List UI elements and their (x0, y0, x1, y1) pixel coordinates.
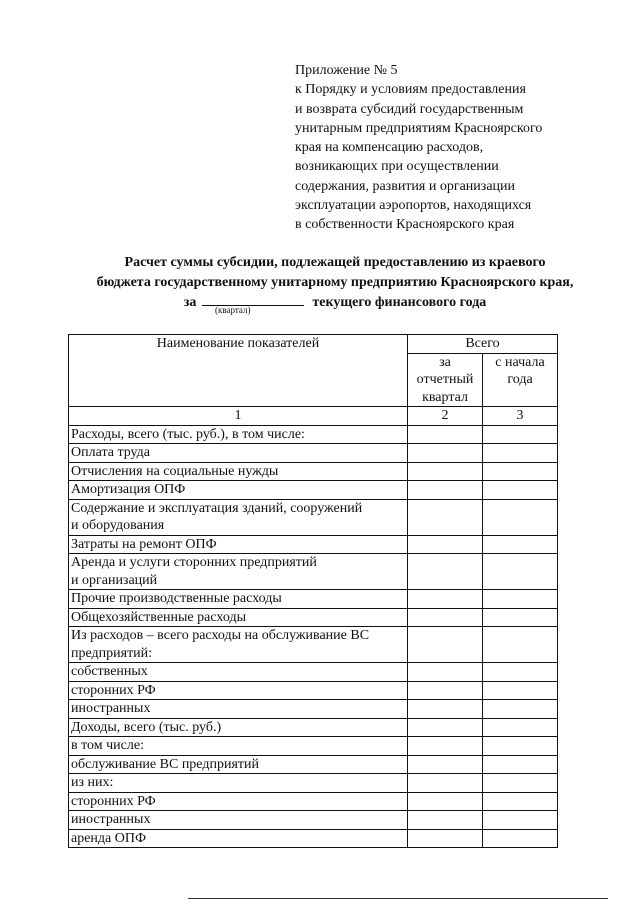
indicator-name-line: предприятий: (71, 645, 153, 661)
table-row (69, 481, 558, 500)
indicator-name-line: Затраты на ремонт ОПФ (71, 536, 217, 552)
indicator-name-cell (69, 535, 408, 554)
reporting-quarter-cell (408, 425, 483, 444)
reporting-quarter-cell (408, 554, 483, 590)
reporting-quarter-cell (408, 792, 483, 811)
indicator-name-cell (69, 608, 408, 627)
year-to-date-cell (483, 499, 558, 535)
table-body (69, 425, 558, 848)
indicator-name-line: и организаций (71, 572, 158, 588)
year-to-date-cell (483, 700, 558, 719)
indicator-name-cell (69, 718, 408, 737)
page-bottom-rule (188, 898, 608, 899)
header-text: с начала (495, 354, 545, 370)
title-line-3 (40, 293, 630, 313)
title-suffix: текущего финансового года (312, 295, 487, 310)
indicator-name-line: Амортизация ОПФ (71, 482, 186, 497)
reporting-quarter-cell (408, 811, 483, 830)
year-to-date-cell (483, 535, 558, 554)
column-number: 3 (483, 407, 558, 426)
reporting-quarter-cell (408, 829, 483, 848)
table-row (69, 608, 558, 627)
table-row (69, 425, 558, 444)
reporting-quarter-cell (408, 755, 483, 774)
table-row (69, 737, 558, 756)
appendix-line: и возврата субсидий государственным (295, 101, 524, 117)
year-to-date-cell (483, 444, 558, 463)
indicator-name-line: Аренда и услуги сторонних предприятий (71, 555, 317, 570)
indicator-name-cell (69, 792, 408, 811)
indicator-name-cell (69, 663, 408, 682)
header-row (69, 335, 558, 354)
reporting-quarter-cell (408, 627, 483, 663)
header-year-to-date (483, 353, 558, 407)
year-to-date-cell (483, 462, 558, 481)
indicator-name-line: и оборудования (71, 518, 165, 533)
indicator-name-line: иностранных (71, 812, 151, 827)
indicator-name-line: Оплата труда (71, 445, 151, 460)
indicator-name-line: Расходы, всего (тыс. руб.), в том числе: (71, 426, 305, 442)
indicator-name-line: обслуживание ВС предприятий (71, 756, 259, 772)
appendix-line: в собственности Красноярского края (295, 217, 515, 233)
indicator-name-line: сторонних РФ (71, 793, 156, 809)
year-to-date-cell (483, 554, 558, 590)
table-row (69, 718, 558, 737)
indicator-name-line: собственных (71, 664, 148, 679)
header-text: года (507, 372, 533, 387)
indicator-name-cell (69, 811, 408, 830)
header-reporting-quarter (408, 353, 483, 407)
table-row (69, 774, 558, 793)
indicator-name-line: Из расходов – всего расходы на обслуживание ВС (71, 628, 370, 643)
indicator-name-line: Прочие производственные расходы (71, 591, 282, 606)
table-row (69, 627, 558, 663)
indicator-name-line: Общехозяйственные расходы (71, 609, 246, 625)
reporting-quarter-cell (408, 590, 483, 609)
indicator-name-line: иностранных (71, 701, 151, 716)
appendix-line: эксплуатации аэропортов, находящихся (295, 198, 532, 214)
reporting-quarter-cell (408, 737, 483, 756)
appendix-line: унитарным предприятиям Красноярского (295, 120, 543, 136)
indicator-name-line: сторонних РФ (71, 682, 156, 698)
year-to-date-cell (483, 829, 558, 848)
reporting-quarter-cell (408, 499, 483, 535)
year-to-date-cell (483, 608, 558, 627)
indicator-name-cell (69, 554, 408, 590)
year-to-date-cell (483, 718, 558, 737)
quarter-caption: (квартал) (215, 305, 251, 315)
table-row (69, 829, 558, 848)
reporting-quarter-cell (408, 718, 483, 737)
table-row (69, 462, 558, 481)
appendix-line: Приложение № 5 (295, 63, 398, 78)
indicator-name-cell (69, 590, 408, 609)
column-number: 1 (69, 407, 408, 426)
title-line-2: бюджета государственному унитарному предприятию Красноярского края, (96, 275, 574, 290)
header-text: за (439, 354, 451, 370)
indicator-name-cell (69, 425, 408, 444)
reporting-quarter-cell (408, 444, 483, 463)
year-to-date-cell (483, 481, 558, 500)
indicator-name-line: аренда ОПФ (71, 830, 147, 846)
year-to-date-cell (483, 681, 558, 700)
indicator-name-line: Отчисления на социальные нужды (71, 463, 279, 479)
table-row (69, 554, 558, 590)
table-row (69, 755, 558, 774)
header-text: отчетный (416, 372, 474, 387)
year-to-date-cell (483, 792, 558, 811)
reporting-quarter-cell (408, 663, 483, 682)
indicator-name-cell (69, 481, 408, 500)
column-number-row (69, 407, 558, 426)
header-indicator-name: Наименование показателей (69, 335, 408, 407)
table-row (69, 792, 558, 811)
reporting-quarter-cell (408, 462, 483, 481)
reporting-quarter-cell (408, 681, 483, 700)
indicator-name-cell (69, 681, 408, 700)
reporting-quarter-cell (408, 700, 483, 719)
year-to-date-cell (483, 663, 558, 682)
table-row (69, 535, 558, 554)
indicator-name-line: в том числе: (71, 738, 144, 753)
indicator-name-cell (69, 700, 408, 719)
year-to-date-cell (483, 590, 558, 609)
indicator-name-cell (69, 774, 408, 793)
year-to-date-cell (483, 425, 558, 444)
indicator-name-line: Доходы, всего (тыс. руб.) (71, 719, 222, 735)
reporting-quarter-cell (408, 608, 483, 627)
table-row (69, 590, 558, 609)
appendix-line: содержания, развития и организации (295, 178, 516, 194)
header-total: Всего (408, 335, 558, 354)
year-to-date-cell (483, 755, 558, 774)
indicator-name-cell (69, 829, 408, 848)
reporting-quarter-cell (408, 774, 483, 793)
title-prefix: за (183, 295, 197, 310)
reporting-quarter-cell (408, 481, 483, 500)
table-row (69, 444, 558, 463)
table-row (69, 681, 558, 700)
document-title (40, 253, 630, 313)
indicator-name-line: Содержание и эксплуатация зданий, сооружений (71, 500, 363, 516)
header-text: квартал (422, 389, 468, 405)
indicator-name-cell (69, 499, 408, 535)
year-to-date-cell (483, 627, 558, 663)
appendix-line: возникающих при осуществлении (295, 159, 499, 175)
indicator-name-cell (69, 737, 408, 756)
subsidy-table (68, 334, 558, 848)
column-number: 2 (408, 407, 483, 426)
year-to-date-cell (483, 811, 558, 830)
indicator-name-cell (69, 627, 408, 663)
reporting-quarter-cell (408, 535, 483, 554)
appendix-note (295, 61, 625, 235)
appendix-line: к Порядку и условиям предоставления (295, 82, 526, 98)
table-row (69, 700, 558, 719)
indicator-name-cell (69, 444, 408, 463)
appendix-line: края на компенсацию расходов, (295, 140, 484, 156)
year-to-date-cell (483, 774, 558, 793)
indicator-name-cell (69, 755, 408, 774)
table-row (69, 499, 558, 535)
indicator-name-line: из них: (71, 775, 114, 790)
indicator-name-cell (69, 462, 408, 481)
title-line-1: Расчет суммы субсидии, подлежащей предоставлению из краевого (124, 255, 546, 270)
table-row (69, 811, 558, 830)
year-to-date-cell (483, 737, 558, 756)
table-row (69, 663, 558, 682)
